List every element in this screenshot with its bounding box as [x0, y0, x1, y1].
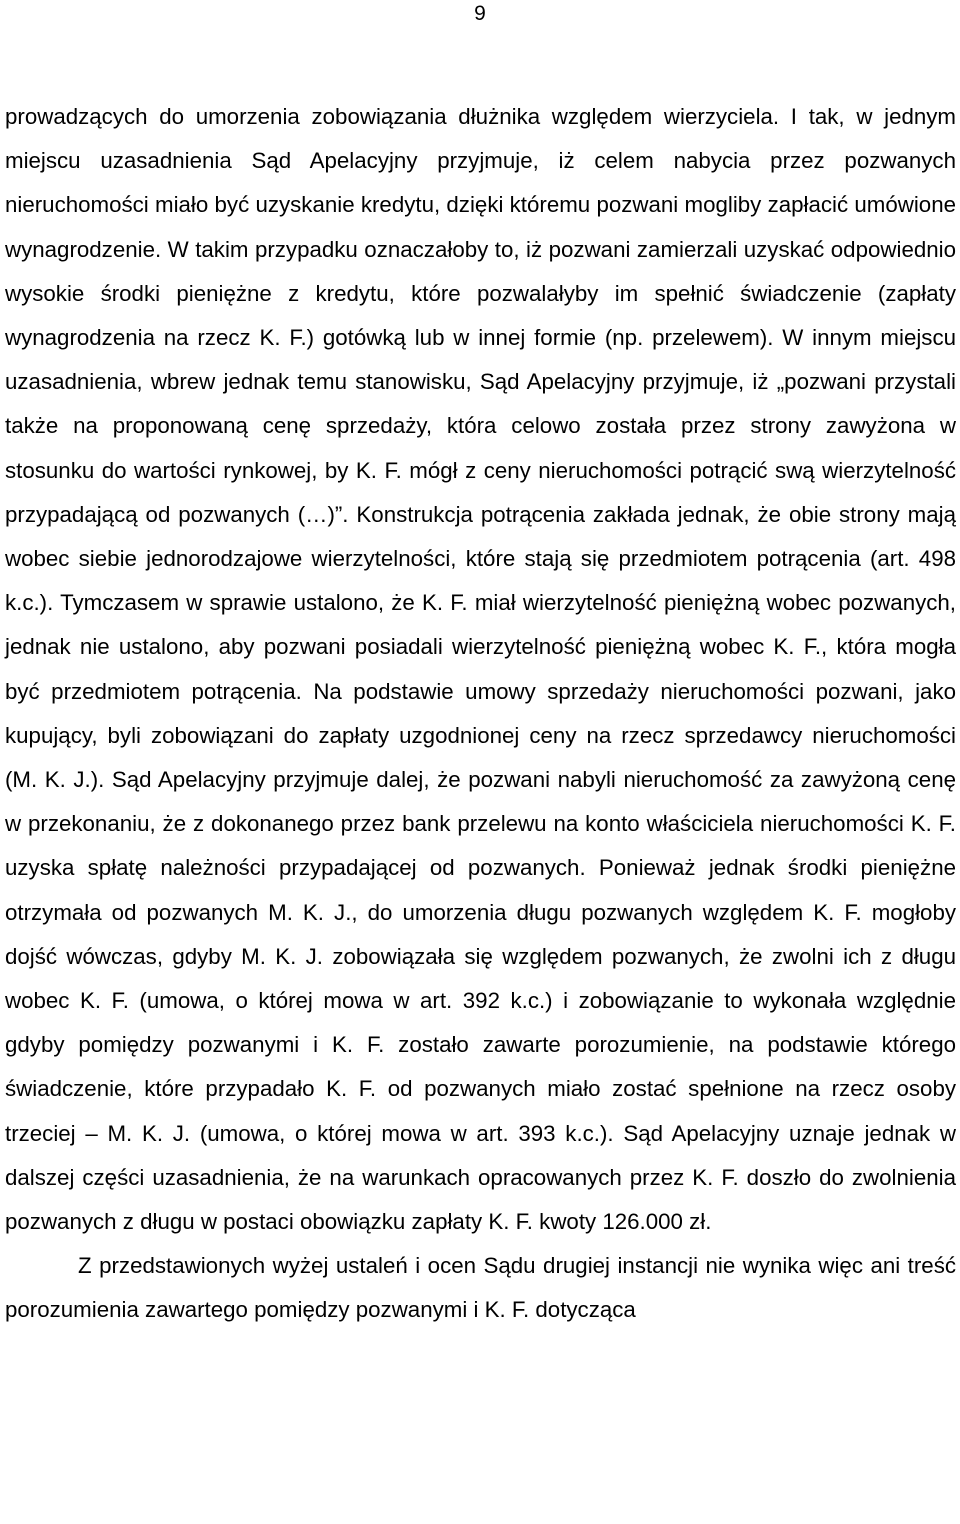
document-body: [5, 95, 956, 1333]
page-number: 9: [474, 2, 486, 25]
paragraph-1: prowadzących do umorzenia zobowiązania dłużnika względem wierzyciela. I tak, w jednym miejscu uzasadnienia Sąd Apelacyjny przyjmuje, iż celem nabycia przez pozwanych nieruchomości miało być uzyskanie kredytu, dzięki któremu pozwani mogliby zapłacić umówione wynagrodzenie. W takim przypadku oznaczałoby to, iż pozwani zamierzali uzyskać odpowiednio wysokie środki pieniężne z kredytu, które pozwalałyby im spełnić świadczenie (zapłaty wynagrodzenia na rzecz K. F.) gotówką lub w innej formie (np. przelewem). W innym miejscu uzasadnienia, wbrew jednak temu stanowisku, Sąd Apelacyjny przyjmuje, iż „pozwani przystali także na proponowaną cenę sprzedaży, która celowo została przez strony zawyżona w stosunku do wartości rynkowej, by K. F. mógł z ceny nieruchomości potrącić swą wierzytelność przypadającą od pozwanych (…)”. Konstrukcja potrącenia zakłada jednak, że obie strony mają wobec siebie jednorodzajowe wierzytelności, które stają się przedmiotem potrącenia (art. 498 k.c.). Tymczasem w sprawie ustalono, że K. F. miał wierzytelność pieniężną wobec pozwanych, jednak nie ustalono, aby pozwani posiadali wierzytelność pieniężną wobec K. F., która mogła być przedmiotem potrącenia. Na podstawie umowy sprzedaży nieruchomości pozwani, jako kupujący, byli zobowiązani do zapłaty uzgodnionej ceny na rzecz sprzedawcy nieruchomości (M. K. J.). Sąd Apelacyjny przyjmuje dalej, że pozwani nabyli nieruchomość za zawyżoną cenę w przekonaniu, że z dokonanego przez bank przelewu na konto właściciela nieruchomości K. F. uzyska spłatę należności przypadającej od pozwanych. Ponieważ jednak środki pieniężne otrzymała od pozwanych M. K. J., do umorzenia długu pozwanych względem K. F. mogłoby dojść wówczas, gdyby M. K. J. zobowiązała się względem pozwanych, że zwolni ich z długu wobec K. F. (umowa, o której mowa w art. 392 k.c.) i zobowiązanie to wykonała względnie gdyby pomiędzy pozwanymi i K. F. zostało zawarte porozumienie, na podstawie którego świadczenie, które przypadało K. F. od pozwanych miało zostać spełnione na rzecz osoby trzeciej – M. K. J. (umowa, o której mowa w art. 393 k.c.). Sąd Apelacyjny uznaje jednak w dalszej części uzasadnienia, że na warunkach opracowanych przez K. F. doszło do zwolnienia pozwanych z długu w postaci obowiązku zapłaty K. F. kwoty 126.000 zł.: [5, 104, 956, 1235]
paragraph-2: Z przedstawionych wyżej ustaleń i ocen Sądu drugiej instancji nie wynika więc ani treść porozumienia zawartego pomiędzy pozwanymi i K. F. dotycząca: [5, 1253, 956, 1323]
